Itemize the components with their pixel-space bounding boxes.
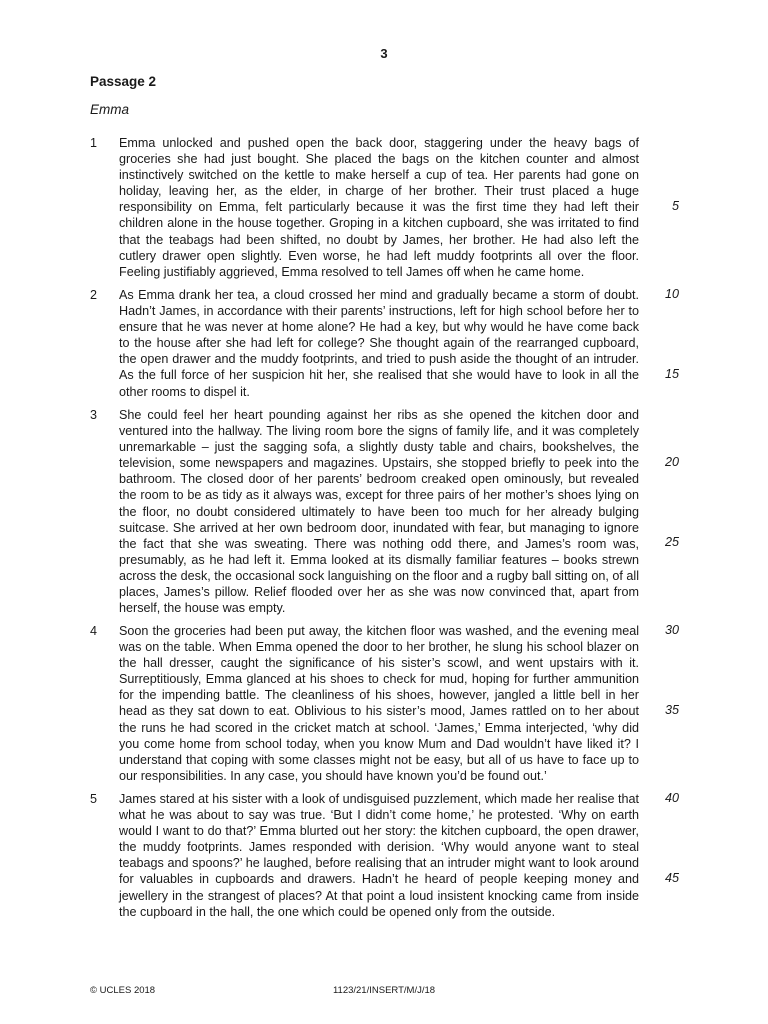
line-number: 35 [665, 703, 680, 717]
line-number: 45 [665, 871, 680, 885]
passage-title: Emma [90, 102, 130, 117]
line-number: 15 [665, 367, 680, 381]
paragraph-text: Emma unlocked and pushed open the back door, staggering under the heavy bags of groceries she had just bought. She placed the bags on the kitchen counter and almost instinctively switched on the kettle to make herself a cup of tea. Her parents had gone on holiday, leaving her, as the elder, in charge of her brother. Their trust placed a huge responsibility on Emma, felt particularly because it was the first time they had left their children alone in the house together. Groping in a kitchen cupboard, she was irritated to find that the teabags had been shifted, no doubt by James, her brother. He had also left the cutlery drawer open slightly. Even worse, he had left muddy footprints all over the floor. Feeling justifiably aggrieved, Emma resolved to tell James off when he came home. [119, 136, 639, 279]
page-number: 3 [380, 46, 388, 61]
paragraph-text: She could feel her heart pounding against her ribs as she opened the kitchen door and ventured into the hallway. The living room bore the signs of family life, and it was completely unremarkable – just the sagging sofa, a slightly dusty table and chairs, bookshelves, the television, some newspapers and magazines. Upstairs, she stopped briefly to peek into the bathroom. The closed door of her parents’ bedroom creaked open ominously, but revealed the room to be as tidy as it always was, except for three pairs of her mother’s shoes lying on the floor, no doubt considered ultimately to have been too much for her already bulging suitcase. She arrived at her own bedroom door, inundated with fear, but managing to ignore the fact that she was sweating. There was nothing odd there, and James’s room was, presumably, as he had left it. Emma looked at its dismally familiar features – books strewn across the desk, the occasional sock languishing on the floor and a rugby ball sitting on, of all places, James’s pillow. Relief flooded over her as she was now convinced that, apart from herself, the house was empty. [119, 408, 639, 616]
line-number: 5 [672, 199, 680, 213]
line-number: 10 [665, 287, 680, 301]
paragraph-number: 2 [90, 288, 98, 302]
paragraph-number: 4 [90, 624, 98, 638]
paragraph-number: 1 [90, 136, 98, 150]
paragraph-text: Soon the groceries had been put away, the kitchen floor was washed, and the evening meal was on the table. When Emma opened the door to her brother, he slung his school blazer on the hall dresser, caught the significance of his sister’s scowl, and went upstairs with it. Surreptitiously, Emma glanced at his shoes to check for mud, hoping for further ammunition for the impending battle. The cleanliness of his shoes, however, jangled a little bell in her head as they sat down to eat. Oblivious to his sister’s mood, James rattled on to her about the runs he had scored in the cricket match at school. ‘James,’ Emma interjected, ‘why did you come home from school today, when you know Mum and Dad wouldn’t have liked it? I understand that coping with some classes might not be easy, but all of us have to face up to our responsibilities. In any case, you should have known you’d be found out.’ [119, 624, 639, 783]
paragraph-2 [90, 287, 715, 400]
line-number: 20 [665, 455, 680, 469]
paragraph-5 [90, 791, 715, 920]
line-number: 30 [665, 623, 680, 637]
footer-copyright: © UCLES 2018 [90, 985, 156, 996]
passage-heading: Passage 2 [90, 74, 157, 89]
line-number: 40 [665, 791, 680, 805]
paragraph-text: As Emma drank her tea, a cloud crossed her mind and gradually became a storm of doubt. Hadn’t James, in accordance with their parents’ instructions, left for high school before her to ensure that he was never at home alone? He had a key, but why would he have come back to the house after she had left for college? She thought again of the rearranged cupboard, the open drawer and the muddy footprints, and tried to push aside the thought of an intruder. As the full force of her suspicion hit her, she realised that she would have to look in all the other rooms to dispel it. [119, 288, 639, 399]
paragraph-number: 5 [90, 792, 98, 806]
line-number: 25 [665, 535, 680, 549]
paragraph-text: James stared at his sister with a look of undisguised puzzlement, which made her realise that what he was about to say was true. ‘But I didn’t come home,’ he protested. ‘Why on earth would I want to do that?’ Emma blurted out her story: the kitchen cupboard, the open drawer, the muddy footprints. James responded with derision. ‘Why would anyone want to steal teabags and spoons?’ he laughed, before realising that an intruder might want to look around for valuables in cupboards and drawers. Hadn’t he heard of people keeping money and jewellery in the strangest of places? At that point a loud insistent knocking came from inside the cupboard in the hall, the one which could be opened only from the outside. [119, 792, 639, 919]
paragraph-number: 3 [90, 408, 98, 422]
paragraph-3 [90, 407, 715, 616]
paragraph-1 [90, 135, 715, 280]
paragraph-4 [90, 623, 715, 784]
footer-code: 1123/21/INSERT/M/J/18 [332, 985, 436, 996]
